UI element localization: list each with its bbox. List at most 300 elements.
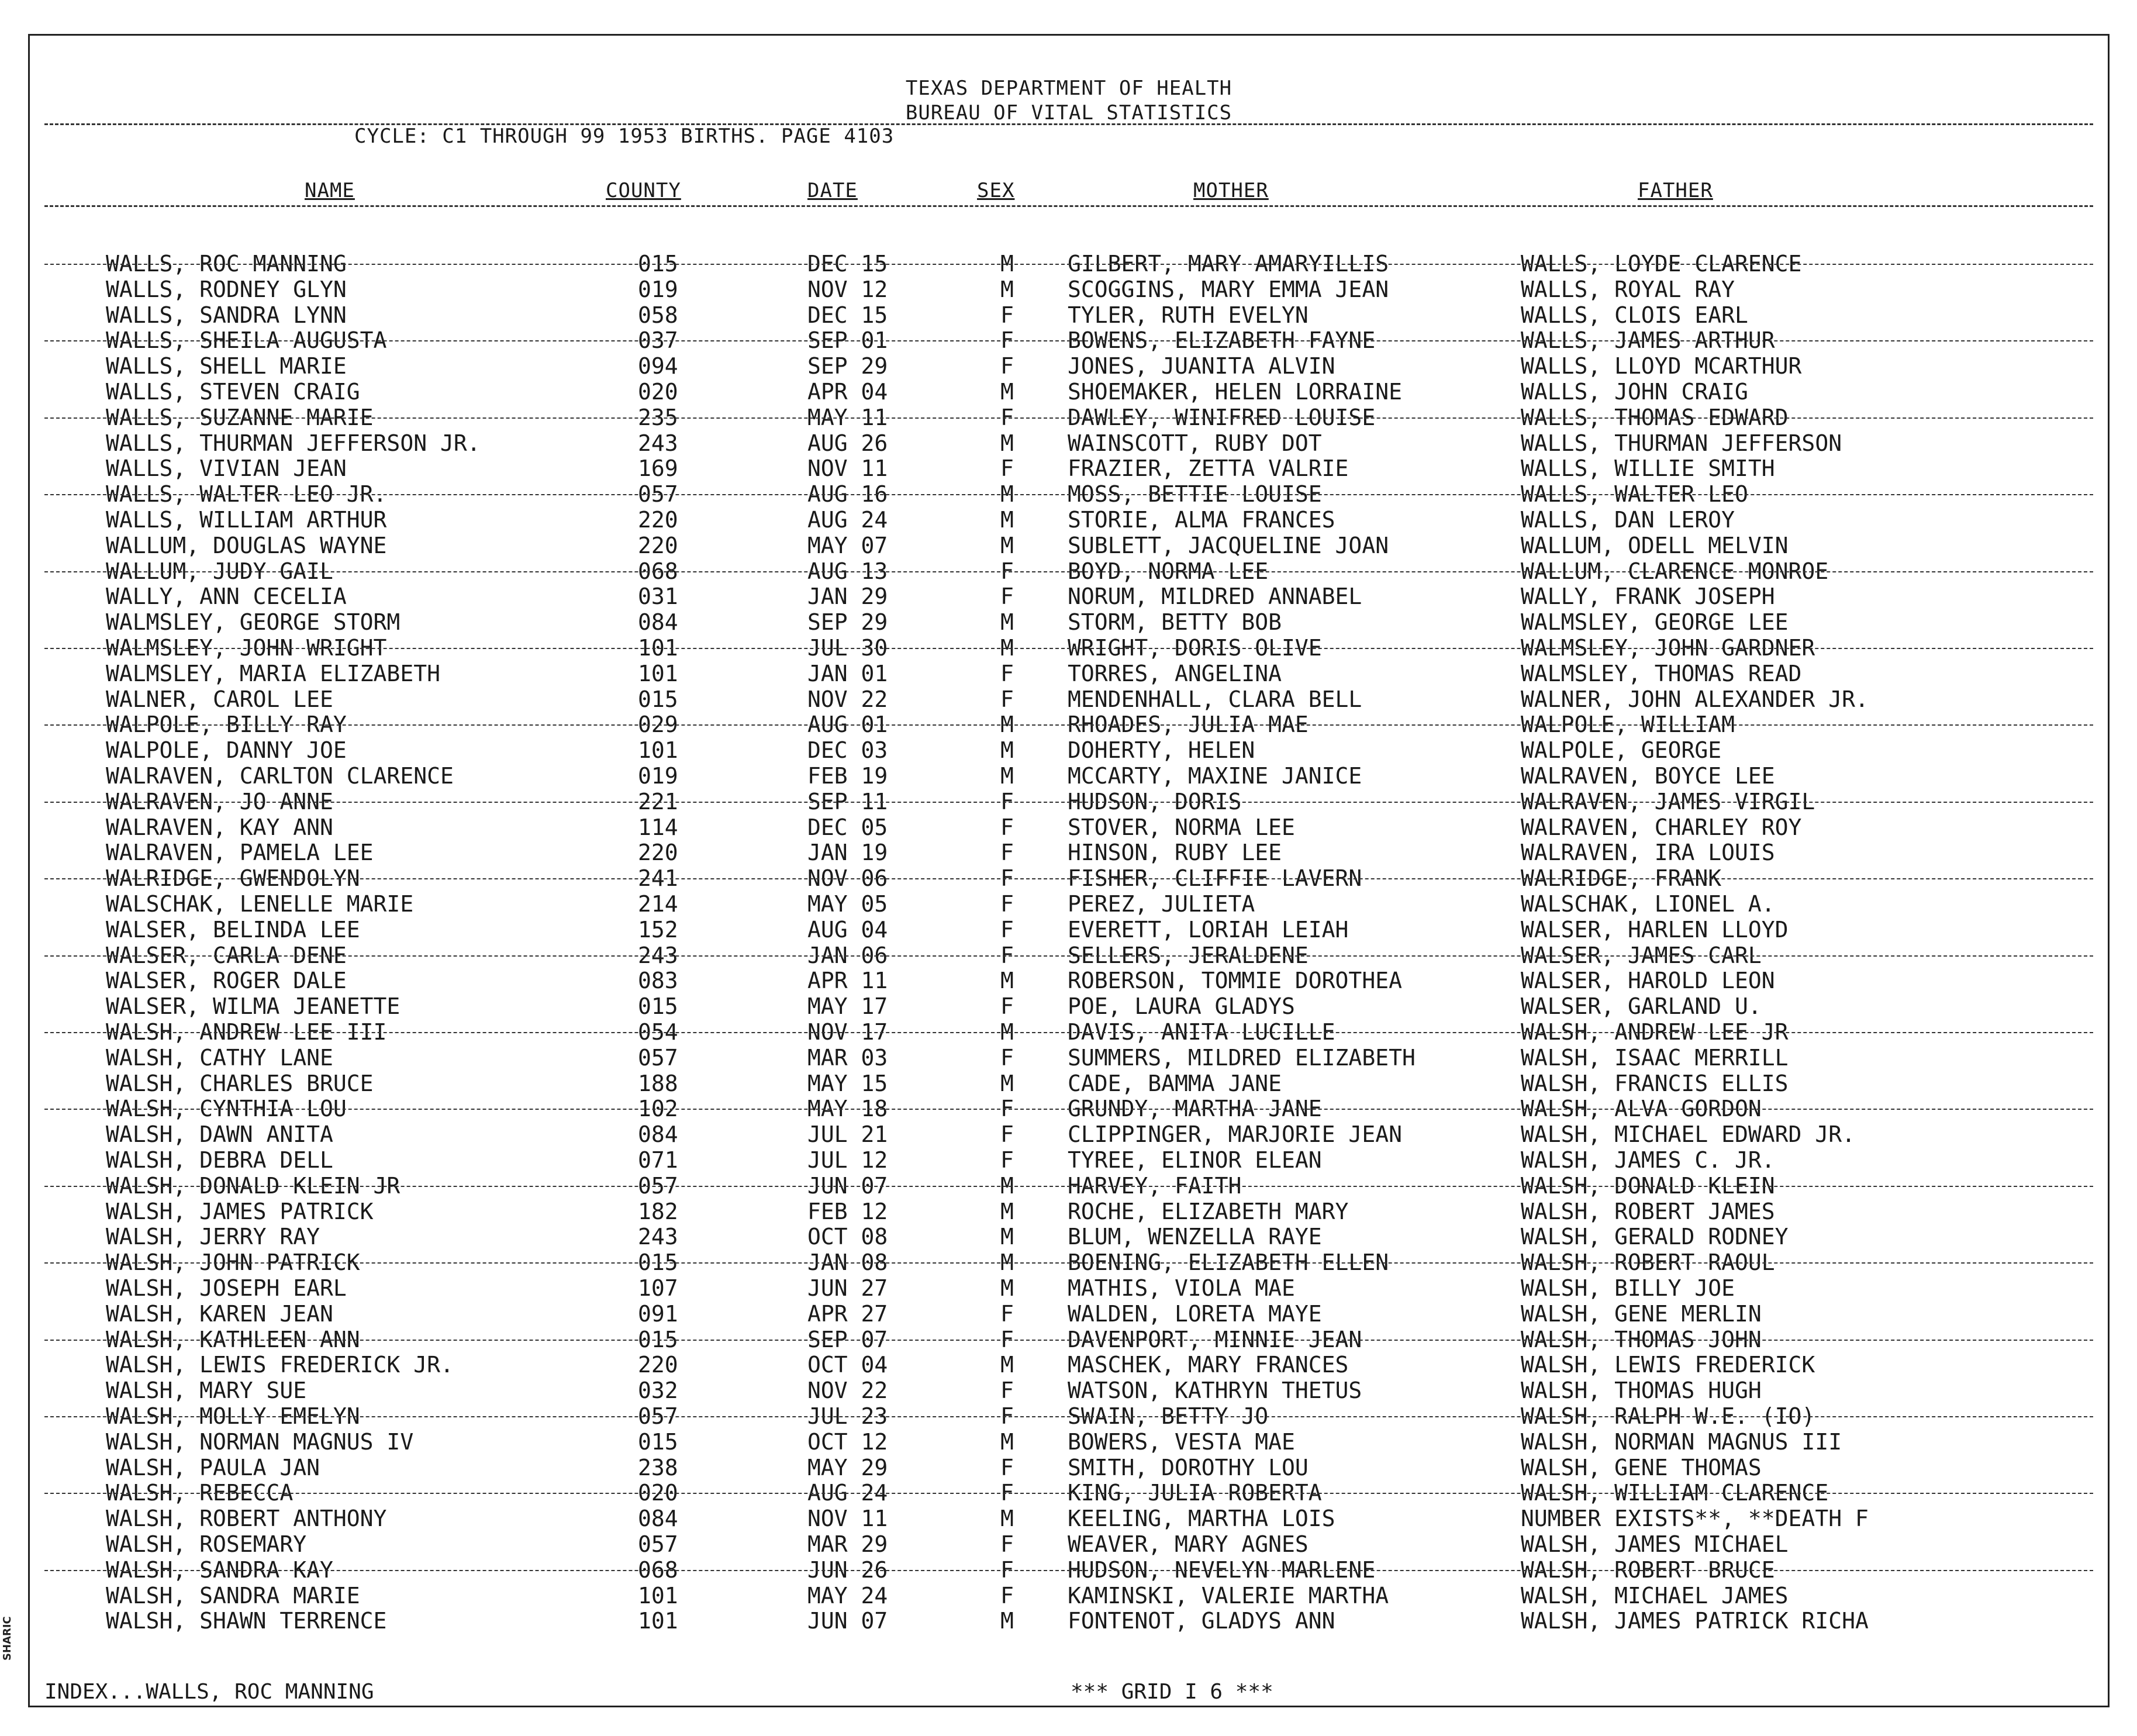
cell-name: WALSER, ROGER DALE <box>106 968 347 994</box>
table-row <box>30 1199 2108 1224</box>
cell-county: 037 <box>638 327 678 354</box>
cell-date: APR 11 <box>807 968 888 994</box>
cell-date: SEP 29 <box>807 609 888 636</box>
cell-father: WALSH, JAMES PATRICK RICHA <box>1521 1608 1869 1634</box>
cell-date: OCT 12 <box>807 1428 888 1455</box>
cell-name: WALNER, CAROL LEE <box>106 686 333 712</box>
table-row <box>30 455 2108 481</box>
cell-father: WALSH, THOMAS JOHN <box>1521 1326 1762 1352</box>
table-row <box>30 327 2108 353</box>
cell-name: WALSH, JOSEPH EARL <box>106 1275 347 1301</box>
cell-date: JAN 06 <box>807 942 888 968</box>
cell-date: JUN 26 <box>807 1556 888 1583</box>
table-row <box>30 891 2108 917</box>
cell-date: FEB 19 <box>807 763 888 789</box>
cell-mother: HARVEY, FAITH <box>1068 1172 1242 1199</box>
cell-father: WALLS, WILLIE SMITH <box>1521 455 1775 482</box>
cell-county: 015 <box>638 993 678 1020</box>
cell-sex: F <box>1000 865 1014 892</box>
cell-father: WALSH, ISAAC MERRILL <box>1521 1044 1789 1071</box>
table-row <box>30 635 2108 661</box>
cell-mother: PEREZ, JULIETA <box>1068 891 1255 917</box>
cell-father: WALSH, THOMAS HUGH <box>1521 1378 1762 1404</box>
cell-name: WALLS, ROC MANNING <box>106 251 347 277</box>
column-header-county: COUNTY <box>606 179 681 202</box>
cell-father: WALLS, CLOIS EARL <box>1521 302 1748 328</box>
cell-sex: F <box>1000 814 1014 840</box>
cell-date: DEC 15 <box>807 251 888 277</box>
cell-name: WALSH, DONALD KLEIN JR <box>106 1172 401 1199</box>
cell-mother: SUBLETT, JACQUELINE JOAN <box>1068 532 1389 558</box>
cell-county: 019 <box>638 763 678 789</box>
table-row <box>30 533 2108 558</box>
cell-mother: DAVENPORT, MINNIE JEAN <box>1068 1326 1362 1352</box>
cell-county: 057 <box>638 1044 678 1071</box>
index-label: INDEX...WALLS, ROC MANNING <box>44 1680 374 1704</box>
cell-county: 220 <box>638 507 678 533</box>
cell-county: 015 <box>638 251 678 277</box>
cell-county: 243 <box>638 942 678 968</box>
cell-county: 114 <box>638 814 678 840</box>
cell-father: WALSH, GENE THOMAS <box>1521 1454 1762 1480</box>
cell-county: 220 <box>638 840 678 866</box>
column-header-rule <box>44 205 2093 207</box>
cell-sex: M <box>1000 430 1014 456</box>
cell-county: 214 <box>638 891 678 917</box>
cell-father: WALLS, WALTER LEO <box>1521 481 1748 508</box>
cell-mother: BOENING, ELIZABETH ELLEN <box>1068 1250 1389 1276</box>
table-row <box>30 789 2108 814</box>
cell-name: WALSH, SHAWN TERRENCE <box>106 1608 387 1634</box>
cell-father: WALSH, JAMES C. JR. <box>1521 1147 1775 1173</box>
cell-sex: M <box>1000 1428 1014 1455</box>
cell-sex: F <box>1000 916 1014 943</box>
table-row <box>30 763 2108 789</box>
cell-sex: F <box>1000 1300 1014 1327</box>
table-row <box>30 1455 2108 1480</box>
cell-father: WALSH, DONALD KLEIN <box>1521 1172 1775 1199</box>
table-row <box>30 1147 2108 1173</box>
cell-date: JAN 01 <box>807 660 888 686</box>
cell-date: AUG 16 <box>807 481 888 508</box>
cell-name: WALSER, WILMA JEANETTE <box>106 993 401 1020</box>
cell-sex: M <box>1000 712 1014 738</box>
cell-county: 101 <box>638 635 678 661</box>
cell-name: WALSH, REBECCA <box>106 1480 294 1506</box>
table-row <box>30 1608 2108 1634</box>
cell-name: WALPOLE, BILLY RAY <box>106 712 347 738</box>
cell-father: WALSCHAK, LIONEL A. <box>1521 891 1775 917</box>
cell-name: WALRAVEN, PAMELA LEE <box>106 840 374 866</box>
cell-sex: F <box>1000 840 1014 866</box>
cell-name: WALSH, JOHN PATRICK <box>106 1250 360 1276</box>
cell-name: WALSH, CATHY LANE <box>106 1044 333 1071</box>
cell-father: WALSH, MICHAEL EDWARD JR. <box>1521 1121 1855 1148</box>
cell-mother: KAMINSKI, VALERIE MARTHA <box>1068 1582 1389 1609</box>
table-row <box>30 1378 2108 1403</box>
cell-county: 057 <box>638 1531 678 1557</box>
cell-mother: MCCARTY, MAXINE JANICE <box>1068 763 1362 789</box>
cell-county: 015 <box>638 1326 678 1352</box>
cell-mother: SMITH, DOROTHY LOU <box>1068 1454 1309 1480</box>
cell-name: WALSCHAK, LENELLE MARIE <box>106 891 414 917</box>
cell-county: 020 <box>638 1480 678 1506</box>
cell-county: 107 <box>638 1275 678 1301</box>
cell-mother: FISHER, CLIFFIE LAVERN <box>1068 865 1362 892</box>
table-row <box>30 1352 2108 1378</box>
cell-father: NUMBER EXISTS**, **DEATH F <box>1521 1506 1869 1532</box>
cell-sex: M <box>1000 635 1014 661</box>
cell-father: WALLS, JOHN CRAIG <box>1521 379 1748 405</box>
table-row <box>30 865 2108 891</box>
cell-mother: WALDEN, LORETA MAYE <box>1068 1300 1322 1327</box>
cell-date: MAR 03 <box>807 1044 888 1071</box>
cell-date: SEP 01 <box>807 327 888 354</box>
cell-mother: SELLERS, JERALDENE <box>1068 942 1309 968</box>
cell-county: 071 <box>638 1147 678 1173</box>
cell-mother: TYREE, ELINOR ELEAN <box>1068 1147 1322 1173</box>
cell-county: 220 <box>638 532 678 558</box>
cell-name: WALLS, WALTER LEO JR. <box>106 481 387 508</box>
cell-county: 057 <box>638 1172 678 1199</box>
cell-name: WALLS, SHELL MARIE <box>106 353 347 379</box>
cell-date: AUG 26 <box>807 430 888 456</box>
cell-mother: JONES, JUANITA ALVIN <box>1068 353 1335 379</box>
table-row <box>30 1071 2108 1096</box>
cell-mother: MASCHEK, MARY FRANCES <box>1068 1352 1349 1378</box>
cell-date: DEC 05 <box>807 814 888 840</box>
cell-county: 032 <box>638 1378 678 1404</box>
table-row <box>30 968 2108 993</box>
cell-mother: KEELING, MARTHA LOIS <box>1068 1506 1335 1532</box>
cell-county: 188 <box>638 1070 678 1096</box>
cell-father: WALLUM, CLARENCE MONROE <box>1521 558 1829 584</box>
cell-mother: STORM, BETTY BOB <box>1068 609 1282 636</box>
cell-date: JAN 19 <box>807 840 888 866</box>
cell-date: AUG 24 <box>807 1480 888 1506</box>
cell-county: 057 <box>638 1403 678 1429</box>
document-frame <box>28 34 2110 1707</box>
cell-date: NOV 22 <box>807 686 888 712</box>
cell-county: 152 <box>638 916 678 943</box>
cell-father: WALLS, LLOYD MCARTHUR <box>1521 353 1802 379</box>
table-row <box>30 1019 2108 1045</box>
cell-county: 101 <box>638 737 678 764</box>
cell-county: 015 <box>638 686 678 712</box>
grid-label: *** GRID I 6 *** <box>1071 1680 1273 1704</box>
cell-sex: F <box>1000 302 1014 328</box>
cell-county: 019 <box>638 276 678 302</box>
table-row <box>30 1506 2108 1531</box>
column-header-name: NAME <box>305 179 355 202</box>
cell-mother: POE, LAURA GLADYS <box>1068 993 1295 1020</box>
header-bureau: BUREAU OF VITAL STATISTICS <box>905 101 1233 125</box>
cell-father: WALSH, BILLY JOE <box>1521 1275 1735 1301</box>
cell-date: NOV 22 <box>807 1378 888 1404</box>
cell-date: MAY 07 <box>807 532 888 558</box>
cell-name: WALMSLEY, MARIA ELIZABETH <box>106 660 440 686</box>
cell-date: MAR 29 <box>807 1531 888 1557</box>
table-row <box>30 507 2108 533</box>
cell-mother: DAWLEY, WINIFRED LOUISE <box>1068 404 1376 430</box>
table-row <box>30 1480 2108 1506</box>
table-row <box>30 814 2108 840</box>
table-row <box>30 1301 2108 1327</box>
table-row <box>30 661 2108 686</box>
cell-sex: F <box>1000 584 1014 610</box>
cell-name: WALSH, MOLLY EMELYN <box>106 1403 360 1429</box>
cell-sex: F <box>1000 455 1014 482</box>
cell-date: MAY 15 <box>807 1070 888 1096</box>
cell-date: JUN 27 <box>807 1275 888 1301</box>
cell-name: WALSH, KAREN JEAN <box>106 1300 333 1327</box>
cell-mother: STORIE, ALMA FRANCES <box>1068 507 1335 533</box>
cell-mother: GRUNDY, MARTHA JANE <box>1068 1096 1322 1122</box>
cell-name: WALSH, KATHLEEN ANN <box>106 1326 360 1352</box>
cell-mother: FONTENOT, GLADYS ANN <box>1068 1608 1335 1634</box>
cell-father: WALRIDGE, FRANK <box>1521 865 1722 892</box>
cell-county: 068 <box>638 1556 678 1583</box>
column-header-father: FATHER <box>1638 179 1713 202</box>
cell-name: WALRAVEN, JO ANNE <box>106 788 333 814</box>
cell-county: 057 <box>638 481 678 508</box>
cell-date: NOV 11 <box>807 1506 888 1532</box>
cell-name: WALLS, RODNEY GLYN <box>106 276 347 302</box>
cell-date: MAY 11 <box>807 404 888 430</box>
cell-sex: M <box>1000 1172 1014 1199</box>
header-rule <box>44 123 2093 125</box>
cell-county: 029 <box>638 712 678 738</box>
cell-name: WALSH, ROBERT ANTHONY <box>106 1506 387 1532</box>
cell-sex: M <box>1000 507 1014 533</box>
cell-mother: SUMMERS, MILDRED ELIZABETH <box>1068 1044 1416 1071</box>
table-row <box>30 584 2108 609</box>
cell-father: WALSH, JAMES MICHAEL <box>1521 1531 1789 1557</box>
cell-date: JAN 08 <box>807 1250 888 1276</box>
cell-sex: F <box>1000 788 1014 814</box>
cell-date: AUG 13 <box>807 558 888 584</box>
cell-sex: F <box>1000 1582 1014 1609</box>
table-row <box>30 277 2108 302</box>
cell-name: WALSH, ROSEMARY <box>106 1531 307 1557</box>
cell-name: WALRIDGE, GWENDOLYN <box>106 865 360 892</box>
cell-sex: M <box>1000 1275 1014 1301</box>
cell-father: WALRAVEN, JAMES VIRGIL <box>1521 788 1815 814</box>
cell-father: WALSER, GARLAND U. <box>1521 993 1762 1020</box>
cell-mother: BOWERS, VESTA MAE <box>1068 1428 1295 1455</box>
cell-date: FEB 12 <box>807 1198 888 1224</box>
cell-father: WALLS, JAMES ARTHUR <box>1521 327 1775 354</box>
cell-father: WALSH, NORMAN MAGNUS III <box>1521 1428 1842 1455</box>
cell-sex: F <box>1000 1480 1014 1506</box>
cell-father: WALSH, GENE MERLIN <box>1521 1300 1762 1327</box>
cell-sex: M <box>1000 532 1014 558</box>
table-row <box>30 405 2108 430</box>
column-header-sex: SEX <box>977 179 1015 202</box>
cell-father: WALPOLE, WILLIAM <box>1521 712 1735 738</box>
cell-name: WALSH, CYNTHIA LOU <box>106 1096 347 1122</box>
cell-date: MAY 17 <box>807 993 888 1020</box>
cell-name: WALLY, ANN CECELIA <box>106 584 347 610</box>
cell-name: WALSH, DEBRA DELL <box>106 1147 333 1173</box>
cell-mother: BOYD, NORMA LEE <box>1068 558 1269 584</box>
cell-sex: M <box>1000 1250 1014 1276</box>
table-row <box>30 430 2108 456</box>
table-row <box>30 379 2108 405</box>
cell-sex: F <box>1000 1096 1014 1122</box>
cell-sex: M <box>1000 1608 1014 1634</box>
table-row <box>30 1250 2108 1275</box>
cell-mother: FRAZIER, ZETTA VALRIE <box>1068 455 1349 482</box>
cell-name: WALLS, SUZANNE MARIE <box>106 404 374 430</box>
cell-date: MAY 05 <box>807 891 888 917</box>
cell-sex: F <box>1000 686 1014 712</box>
table-row <box>30 609 2108 635</box>
cell-county: 101 <box>638 1608 678 1634</box>
cell-father: WALMSLEY, GEORGE LEE <box>1521 609 1789 636</box>
cell-father: WALSH, ROBERT BRUCE <box>1521 1556 1775 1583</box>
cell-county: 084 <box>638 1121 678 1148</box>
cell-county: 182 <box>638 1198 678 1224</box>
cell-sex: F <box>1000 1121 1014 1148</box>
cell-father: WALLUM, ODELL MELVIN <box>1521 532 1789 558</box>
column-header-date: DATE <box>807 179 858 202</box>
cell-name: WALSH, ANDREW LEE III <box>106 1019 387 1045</box>
table-row <box>30 1173 2108 1199</box>
cell-date: APR 04 <box>807 379 888 405</box>
cell-father: WALSH, ROBERT RAOUL <box>1521 1250 1775 1276</box>
cell-mother: MENDENHALL, CLARA BELL <box>1068 686 1362 712</box>
cell-father: WALLS, ROYAL RAY <box>1521 276 1735 302</box>
cell-date: AUG 24 <box>807 507 888 533</box>
cell-sex: F <box>1000 1378 1014 1404</box>
cell-father: WALLS, DAN LEROY <box>1521 507 1735 533</box>
cell-mother: CADE, BAMMA JANE <box>1068 1070 1282 1096</box>
table-row <box>30 737 2108 763</box>
column-header-mother: MOTHER <box>1193 179 1269 202</box>
cell-sex: M <box>1000 251 1014 277</box>
cell-mother: SWAIN, BETTY JO <box>1068 1403 1269 1429</box>
cell-name: WALPOLE, DANNY JOE <box>106 737 347 764</box>
cell-father: WALSH, ROBERT JAMES <box>1521 1198 1775 1224</box>
cell-father: WALRAVEN, IRA LOUIS <box>1521 840 1775 866</box>
cell-mother: GILBERT, MARY AMARYILLIS <box>1068 251 1389 277</box>
cell-name: WALSH, DAWN ANITA <box>106 1121 333 1148</box>
cell-sex: F <box>1000 1556 1014 1583</box>
cell-sex: M <box>1000 1506 1014 1532</box>
cell-mother: DOHERTY, HELEN <box>1068 737 1255 764</box>
table-row <box>30 917 2108 943</box>
cell-county: 084 <box>638 609 678 636</box>
cell-name: WALSH, SANDRA MARIE <box>106 1582 360 1609</box>
cell-county: 238 <box>638 1454 678 1480</box>
table-row <box>30 1583 2108 1609</box>
cell-date: JUL 23 <box>807 1403 888 1429</box>
cell-mother: SCOGGINS, MARY EMMA JEAN <box>1068 276 1389 302</box>
cell-father: WALLS, LOYDE CLARENCE <box>1521 251 1802 277</box>
cell-name: WALLS, SHEILA AUGUSTA <box>106 327 387 354</box>
cell-county: 101 <box>638 660 678 686</box>
cell-mother: STOVER, NORMA LEE <box>1068 814 1295 840</box>
table-row <box>30 558 2108 584</box>
cell-sex: F <box>1000 327 1014 354</box>
cell-date: SEP 11 <box>807 788 888 814</box>
cell-father: WALSH, ANDREW LEE JR <box>1521 1019 1789 1045</box>
cell-name: WALSH, SANDRA KAY <box>106 1556 333 1583</box>
cell-mother: MOSS, BETTIE LOUISE <box>1068 481 1322 508</box>
cell-sex: M <box>1000 968 1014 994</box>
cell-father: WALSH, WILLIAM CLARENCE <box>1521 1480 1829 1506</box>
cell-mother: WAINSCOTT, RUBY DOT <box>1068 430 1322 456</box>
cell-sex: F <box>1000 1531 1014 1557</box>
cell-father: WALLY, FRANK JOSEPH <box>1521 584 1775 610</box>
cell-sex: F <box>1000 558 1014 584</box>
cell-sex: M <box>1000 737 1014 764</box>
cell-father: WALSH, RALPH W.E. (IO) <box>1521 1403 1815 1429</box>
cell-mother: RHOADES, JULIA MAE <box>1068 712 1309 738</box>
table-row <box>30 302 2108 328</box>
cell-mother: SHOEMAKER, HELEN LORRAINE <box>1068 379 1402 405</box>
cell-name: WALSER, CARLA DENE <box>106 942 347 968</box>
cell-name: WALSH, NORMAN MAGNUS IV <box>106 1428 414 1455</box>
cell-name: WALRAVEN, CARLTON CLARENCE <box>106 763 454 789</box>
cell-date: AUG 01 <box>807 712 888 738</box>
cell-name: WALLS, STEVEN CRAIG <box>106 379 360 405</box>
cell-date: JUN 07 <box>807 1608 888 1634</box>
cell-sex: F <box>1000 1454 1014 1480</box>
cell-sex: F <box>1000 404 1014 430</box>
cell-date: OCT 04 <box>807 1352 888 1378</box>
cell-date: SEP 07 <box>807 1326 888 1352</box>
cell-date: MAY 18 <box>807 1096 888 1122</box>
cell-father: WALSH, LEWIS FREDERICK <box>1521 1352 1815 1378</box>
cell-mother: BOWENS, ELIZABETH FAYNE <box>1068 327 1376 354</box>
cell-father: WALSER, HAROLD LEON <box>1521 968 1775 994</box>
cell-date: MAY 29 <box>807 1454 888 1480</box>
cell-date: NOV 11 <box>807 455 888 482</box>
cell-date: DEC 03 <box>807 737 888 764</box>
table-row <box>30 1429 2108 1455</box>
cell-sex: F <box>1000 993 1014 1020</box>
cell-county: 083 <box>638 968 678 994</box>
table-row <box>30 353 2108 379</box>
cell-date: JUN 07 <box>807 1172 888 1199</box>
cell-sex: M <box>1000 276 1014 302</box>
cell-county: 241 <box>638 865 678 892</box>
cell-father: WALLS, THOMAS EDWARD <box>1521 404 1789 430</box>
cell-county: 020 <box>638 379 678 405</box>
table-row <box>30 840 2108 865</box>
cell-date: SEP 29 <box>807 353 888 379</box>
cell-name: WALLS, VIVIAN JEAN <box>106 455 347 482</box>
cell-name: WALSH, CHARLES BRUCE <box>106 1070 374 1096</box>
table-row <box>30 686 2108 712</box>
cell-name: WALSH, MARY SUE <box>106 1378 307 1404</box>
cell-sex: M <box>1000 763 1014 789</box>
cell-county: 015 <box>638 1428 678 1455</box>
cell-mother: WATSON, KATHRYN THETUS <box>1068 1378 1362 1404</box>
table-row <box>30 1403 2108 1429</box>
cell-father: WALNER, JOHN ALEXANDER JR. <box>1521 686 1869 712</box>
cell-date: NOV 12 <box>807 276 888 302</box>
cell-sex: M <box>1000 609 1014 636</box>
table-row <box>30 1327 2108 1352</box>
side-tag: SHARIC <box>1 1616 13 1661</box>
cell-county: 220 <box>638 1352 678 1378</box>
cell-county: 243 <box>638 430 678 456</box>
cell-name: WALSER, BELINDA LEE <box>106 916 360 943</box>
cell-sex: F <box>1000 942 1014 968</box>
